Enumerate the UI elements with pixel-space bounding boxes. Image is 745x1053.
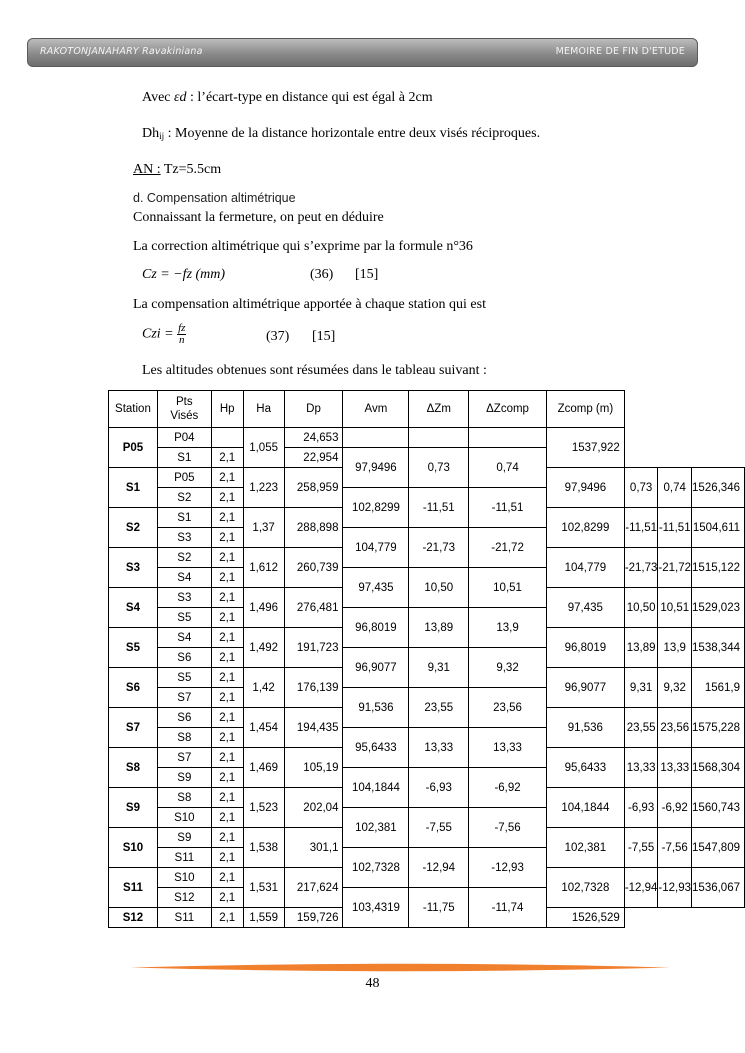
cell-hp: 2,1 <box>211 568 243 588</box>
cell-hp: 2,1 <box>211 548 243 568</box>
cell-avm: 97,9496 <box>343 448 409 488</box>
cell-avm: 97,9496 <box>546 468 624 508</box>
cell-dzcomp: -12,93 <box>469 848 547 888</box>
cell-dzm: 0,73 <box>409 448 469 488</box>
cell-station: P05 <box>109 428 158 468</box>
cell-dzcomp: 10,51 <box>469 568 547 608</box>
cell-avm: 97,435 <box>343 568 409 608</box>
cell-pts: S7 <box>157 688 211 708</box>
cell-pts: S8 <box>157 728 211 748</box>
cell-pts: S10 <box>157 868 211 888</box>
cell-dzcomp: -6,92 <box>469 768 547 808</box>
section-heading: d. Compensation altimétrique <box>133 191 296 205</box>
cell-ha: 1,523 <box>243 788 284 828</box>
cell-avm: 95,6433 <box>343 728 409 768</box>
cell-avm: 96,9077 <box>546 668 624 708</box>
cell-hp: 2,1 <box>211 508 243 528</box>
cell-hp: 2,1 <box>211 588 243 608</box>
cell-avm: 96,8019 <box>546 628 624 668</box>
cell-hp: 2,1 <box>211 768 243 788</box>
cell-pts: S10 <box>157 808 211 828</box>
cell-zcomp: 1536,067 <box>692 868 745 908</box>
cell-pts: S7 <box>157 748 211 768</box>
cell-station: S11 <box>109 868 158 908</box>
cell-pts: S9 <box>157 768 211 788</box>
cell-avm: 102,7328 <box>343 848 409 888</box>
cell-dp: 191,723 <box>284 628 343 668</box>
cell-hp: 2,1 <box>211 868 243 888</box>
cell-dzcomp: -11,51 <box>469 488 547 528</box>
cell-ha: 1,496 <box>243 588 284 628</box>
cell-dp: 202,04 <box>284 788 343 828</box>
cell-avm: 91,536 <box>546 708 624 748</box>
running-header <box>27 38 698 67</box>
cell-dzcomp: 9,32 <box>658 668 692 708</box>
cell-dzm: 13,89 <box>624 628 658 668</box>
cell-zcomp: 1575,228 <box>692 708 745 748</box>
cell-pts: S11 <box>157 908 211 928</box>
cell-pts: S3 <box>157 528 211 548</box>
cell-dzm: 10,50 <box>624 588 658 628</box>
cell-avm: 96,8019 <box>343 608 409 648</box>
cell-pts: S6 <box>157 648 211 668</box>
col-dzcomp: ΔZcomp <box>469 391 547 428</box>
cell-pts: S9 <box>157 828 211 848</box>
cell-dzcomp: -21,72 <box>469 528 547 568</box>
cell-station: S12 <box>109 908 158 928</box>
header-title: MEMOIRE DE FIN D'ETUDE <box>555 46 685 57</box>
cell-hp: 2,1 <box>211 788 243 808</box>
cell-station: S1 <box>109 468 158 508</box>
cell-avm: 91,536 <box>343 688 409 728</box>
cell-dzcomp: 23,56 <box>469 688 547 728</box>
table-header-row <box>109 391 745 428</box>
cell-avm: 104,779 <box>343 528 409 568</box>
col-ha: Ha <box>243 391 284 428</box>
cell-avm: 102,8299 <box>343 488 409 528</box>
cell-ha: 1,454 <box>243 708 284 748</box>
cell-zcomp: 1547,809 <box>692 828 745 868</box>
cell-pts: S1 <box>157 448 211 468</box>
cell-dzcomp: -11,51 <box>658 508 692 548</box>
cell-dp: 105,19 <box>284 748 343 788</box>
cell-dzcomp: -12,93 <box>658 868 692 908</box>
cell-pts: S4 <box>157 628 211 648</box>
eq37-ref: [15] <box>312 329 336 344</box>
cell-dzcomp: 13,33 <box>469 728 547 768</box>
cell-hp <box>211 428 243 448</box>
cell-station: S6 <box>109 668 158 708</box>
cell-zcomp: 1537,922 <box>546 428 624 468</box>
cell-dp: 288,898 <box>284 508 343 548</box>
cell-dzm: -7,55 <box>409 808 469 848</box>
page-number: 48 <box>365 976 380 991</box>
cell-dzm: -6,93 <box>624 788 658 828</box>
cell-station: S3 <box>109 548 158 588</box>
an-label: AN : <box>133 162 161 177</box>
cell-zcomp: 1560,743 <box>692 788 745 828</box>
cell-dzcomp: 0,74 <box>658 468 692 508</box>
cell-dzm: -12,94 <box>624 868 658 908</box>
cell-hp: 2,1 <box>211 888 243 908</box>
cell-station: S7 <box>109 708 158 748</box>
paragraph-correction: La correction altimétrique qui s’exprime par la formule n°36 <box>133 239 473 254</box>
text-dhij: $Dh_{ij}$ : Moyenne de la distance horizontale entre deux visés réciproques. <box>142 126 541 141</box>
cell-pts: S5 <box>157 668 211 688</box>
cell-avm: 104,779 <box>546 548 624 588</box>
cell-hp: 2,1 <box>211 728 243 748</box>
cell-zcomp: 1529,023 <box>692 588 745 628</box>
cell-dzcomp: -11,74 <box>469 888 547 928</box>
cell-dp: 159,726 <box>284 908 343 928</box>
cell-hp: 2,1 <box>211 848 243 868</box>
cell-station: S9 <box>109 788 158 828</box>
cell-hp: 2,1 <box>211 528 243 548</box>
col-hp: Hp <box>211 391 243 428</box>
col-station: Station <box>109 391 158 428</box>
cell-dp: 176,139 <box>284 668 343 708</box>
cell-pts: S2 <box>157 548 211 568</box>
cell-avm: 104,1844 <box>343 768 409 808</box>
eq36-number: (36) <box>310 267 334 282</box>
cell-avm-empty <box>343 428 409 448</box>
cell-dzm: -7,55 <box>624 828 658 868</box>
cell-hp: 2,1 <box>211 668 243 688</box>
symbol-epsilon-d: εd <box>174 90 187 105</box>
cell-ha: 1,559 <box>243 908 284 928</box>
cell-ha: 1,42 <box>243 668 284 708</box>
cell-zcomp: 1538,344 <box>692 628 745 668</box>
cell-avm: 103,4319 <box>343 888 409 928</box>
cell-dzcomp: -21,72 <box>658 548 692 588</box>
cell-avm: 95,6433 <box>546 748 624 788</box>
cell-station: S4 <box>109 588 158 628</box>
cell-pts: S8 <box>157 788 211 808</box>
cell-dzcomp: 13,9 <box>469 608 547 648</box>
cell-dzm: -12,94 <box>409 848 469 888</box>
cell-hp: 2,1 <box>211 628 243 648</box>
cell-hp: 2,1 <box>211 748 243 768</box>
cell-dzm: 9,31 <box>624 668 658 708</box>
cell-dzm-empty <box>409 428 469 448</box>
col-zcomp: Zcomp (m) <box>546 391 624 428</box>
cell-dp: 22,954 <box>284 448 343 468</box>
cell-avm: 97,435 <box>546 588 624 628</box>
cell-dp: 276,481 <box>284 588 343 628</box>
cell-hp: 2,1 <box>211 648 243 668</box>
col-pts-vises: Pts Visés <box>157 391 211 428</box>
cell-zcomp: 1504,611 <box>692 508 745 548</box>
header-author: RAKOTONJANAHARY Ravakiniana <box>40 46 203 57</box>
altitude-table <box>108 390 745 928</box>
col-dzm: ΔZm <box>409 391 469 428</box>
cell-hp: 2,1 <box>211 808 243 828</box>
cell-zcomp: 1526,529 <box>546 908 624 928</box>
cell-dp: 260,739 <box>284 548 343 588</box>
footer-decoration <box>130 963 670 972</box>
cell-zcomp: 1526,346 <box>692 468 745 508</box>
cell-dzcomp: 10,51 <box>658 588 692 628</box>
cell-station: S5 <box>109 628 158 668</box>
cell-dp: 217,624 <box>284 868 343 908</box>
cell-station: S10 <box>109 828 158 868</box>
cell-hp: 2,1 <box>211 468 243 488</box>
cell-ha: 1,538 <box>243 828 284 868</box>
cell-dzcomp: -7,56 <box>658 828 692 868</box>
text-avec: Avec εd : l’écart-type en distance qui est égal à 2cm <box>142 90 433 105</box>
equation-37 <box>142 323 382 353</box>
cell-dzm: -6,93 <box>409 768 469 808</box>
cell-ha: 1,223 <box>243 468 284 508</box>
col-avm: Avm <box>343 391 409 428</box>
cell-pts: S11 <box>157 848 211 868</box>
cell-dzm: -11,75 <box>409 888 469 928</box>
cell-zcomp: 1568,304 <box>692 748 745 788</box>
cell-pts: S5 <box>157 608 211 628</box>
cell-avm: 102,7328 <box>546 868 624 908</box>
cell-pts: S2 <box>157 488 211 508</box>
cell-hp: 2,1 <box>211 688 243 708</box>
cell-dzcomp: 23,56 <box>658 708 692 748</box>
cell-dzm: 0,73 <box>624 468 658 508</box>
table-row <box>109 448 745 468</box>
cell-avm: 102,381 <box>546 828 624 868</box>
cell-dp: 301,1 <box>284 828 343 868</box>
cell-dzcomp: -6,92 <box>658 788 692 828</box>
cell-ha: 1,531 <box>243 868 284 908</box>
cell-dzm: 13,33 <box>624 748 658 788</box>
cell-dzcomp: -7,56 <box>469 808 547 848</box>
cell-dzcomp: 9,32 <box>469 648 547 688</box>
cell-avm: 102,381 <box>343 808 409 848</box>
cell-zcomp: 1515,122 <box>692 548 745 588</box>
cell-hp: 2,1 <box>211 448 243 468</box>
cell-hp: 2,1 <box>211 828 243 848</box>
cell-pts: P04 <box>157 428 211 448</box>
eq36-ref: [15] <box>355 267 379 282</box>
cell-dzcomp: 13,33 <box>658 748 692 788</box>
eq37-fraction: $\frac{fz}{n}$ <box>178 322 186 346</box>
cell-pts: S12 <box>157 888 211 908</box>
cell-dzm: 13,89 <box>409 608 469 648</box>
cell-dzm: 23,55 <box>409 688 469 728</box>
cell-dp: 194,435 <box>284 708 343 748</box>
equation-36 <box>142 267 379 283</box>
cell-dzm: 9,31 <box>409 648 469 688</box>
cell-dp: 258,959 <box>284 468 343 508</box>
cell-pts: P05 <box>157 468 211 488</box>
cell-dzm: 10,50 <box>409 568 469 608</box>
cell-ha: 1,055 <box>243 428 284 468</box>
cell-ha: 1,612 <box>243 548 284 588</box>
cell-dzm: 13,33 <box>409 728 469 768</box>
paragraph-tableau: Les altitudes obtenues sont résumées dans le tableau suivant : <box>142 363 487 378</box>
cell-zcomp: 1561,9 <box>692 668 745 708</box>
cell-dzcomp-empty <box>469 428 547 448</box>
eq36-formula: Cz = −fz (mm) <box>142 267 226 282</box>
cell-dzm: -21,73 <box>409 528 469 568</box>
cell-ha: 1,37 <box>243 508 284 548</box>
cell-dzcomp: 0,74 <box>469 448 547 488</box>
table-row <box>109 428 745 448</box>
cell-avm: 102,8299 <box>546 508 624 548</box>
text-an: AN : Tz=5.5cm <box>133 162 222 177</box>
cell-pts: S3 <box>157 588 211 608</box>
cell-pts: S4 <box>157 568 211 588</box>
cell-dzm: -11,51 <box>624 508 658 548</box>
cell-pts: S1 <box>157 508 211 528</box>
cell-dzm: -21,73 <box>624 548 658 588</box>
cell-station: S8 <box>109 748 158 788</box>
cell-hp: 2,1 <box>211 908 243 928</box>
cell-avm: 96,9077 <box>343 648 409 688</box>
cell-dzm: 23,55 <box>624 708 658 748</box>
eq37-lhs: Czi = <box>142 326 174 342</box>
col-dp: Dp <box>284 391 343 428</box>
cell-ha: 1,492 <box>243 628 284 668</box>
cell-dzm: -11,51 <box>409 488 469 528</box>
cell-hp: 2,1 <box>211 488 243 508</box>
cell-ha: 1,469 <box>243 748 284 788</box>
cell-hp: 2,1 <box>211 608 243 628</box>
cell-hp: 2,1 <box>211 708 243 728</box>
cell-avm: 104,1844 <box>546 788 624 828</box>
eq37-number: (37) <box>266 329 290 344</box>
cell-dp: 24,653 <box>284 428 343 448</box>
paragraph-compensation: La compensation altimétrique apportée à chaque station qui est <box>133 297 486 312</box>
cell-dzcomp: 13,9 <box>658 628 692 668</box>
cell-pts: S6 <box>157 708 211 728</box>
footer-bar-shape <box>130 964 670 972</box>
paragraph-fermeture: Connaissant la fermeture, on peut en déduire <box>133 210 384 225</box>
cell-station: S2 <box>109 508 158 548</box>
